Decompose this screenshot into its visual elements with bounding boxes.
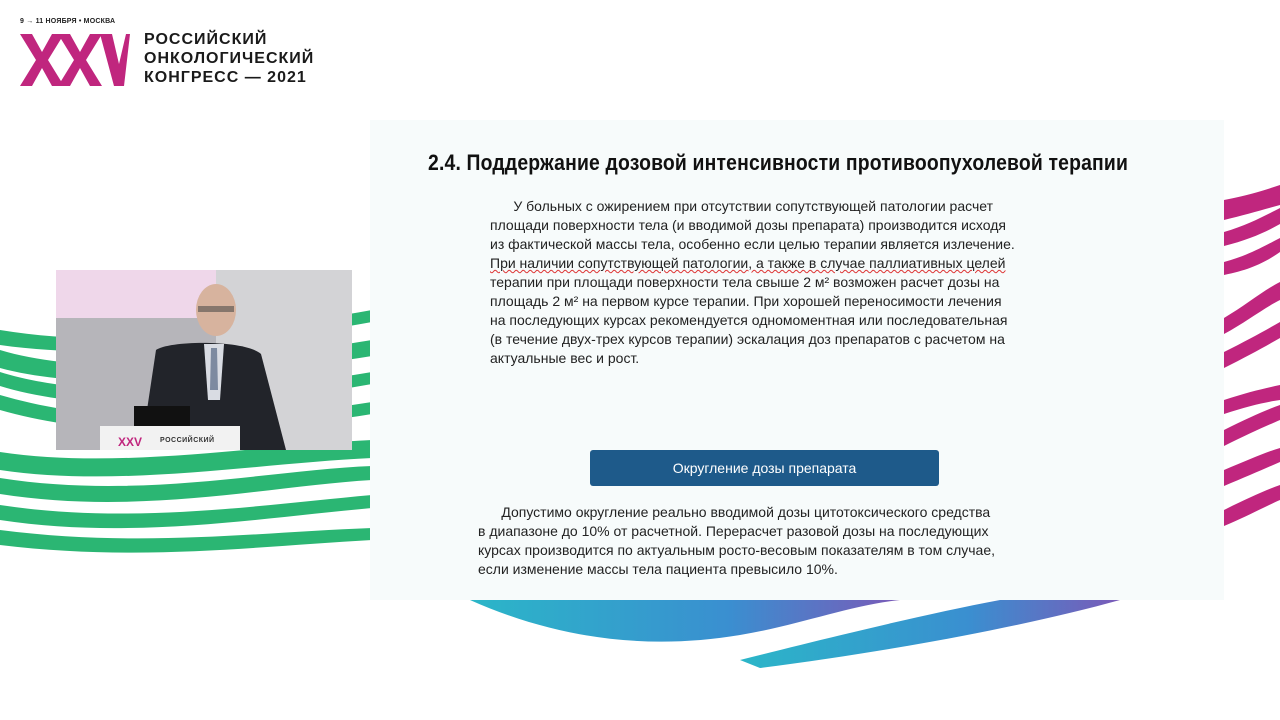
- conference-date: 9 → 11 НОЯБРЯ • МОСКВА: [20, 18, 116, 25]
- slide-paragraph-2: [478, 503, 1078, 579]
- para1-line: из фактической массы тела, особенно если целью терапии является излечение.: [490, 236, 1015, 252]
- speaker-scene: [56, 270, 352, 450]
- bottom-blue-wave: [470, 600, 1120, 668]
- para1-line: терапии при площади поверхности тела свыше 2 м² возможен расчет дозы на: [490, 274, 1000, 290]
- podium-logo: XXV: [118, 435, 143, 449]
- para2-line: если изменение массы тела пациента превысило 10%.: [478, 561, 838, 577]
- conference-name: [144, 30, 314, 87]
- para1-line: площадь 2 м² на первом курсе терапии. При хорошей переносимости лечения: [490, 293, 1002, 309]
- slide-title: 2.4. Поддержание дозовой интенсивности противоопухолевой терапии: [428, 150, 1129, 175]
- xxv-logo-mark: [20, 34, 130, 86]
- presentation-slide: [370, 120, 1224, 600]
- dose-rounding-header: Округление дозы препарата: [590, 450, 939, 486]
- para1-line: площади поверхности тела (и вводимой дозы препарата) производится исходя: [490, 217, 1006, 233]
- para1-line: актуальные вес и рост.: [490, 350, 640, 366]
- podium-brand-text: РОССИЙСКИЙ: [160, 437, 215, 444]
- speaker-video: [56, 270, 352, 450]
- para1-line: (в течение двух-трех курсов терапии) эскалация доз препаратов с расчетом на: [490, 331, 1005, 347]
- para2-line: Допустимо округление реально вводимой дозы цитотоксического средства: [478, 504, 991, 520]
- para2-line: курсах производится по актуальным росто-весовым показателям в том случае,: [478, 542, 996, 558]
- conference-name-line1: РОССИЙСКИЙ: [144, 31, 268, 48]
- conference-name-line3: КОНГРЕСС — 2021: [144, 69, 307, 86]
- slide-paragraph-1: [490, 197, 1080, 368]
- conference-name-line2: ОНКОЛОГИЧЕСКИЙ: [144, 50, 315, 67]
- para2-line: в диапазоне до 10% от расчетной. Перерасчет разовой дозы на последующих: [478, 523, 989, 539]
- para1-line: У больных с ожирением при отсутствии сопутствующей патологии расчет: [490, 198, 994, 214]
- conference-logo: [20, 18, 350, 93]
- para1-line-spellcheck: При наличии сопутствующей патологии, а также в случае паллиативных целей: [490, 255, 1006, 271]
- right-magenta-waves: [1224, 185, 1280, 526]
- para1-line: на последующих курсах рекомендуется одномоментная или последовательная: [490, 312, 1008, 328]
